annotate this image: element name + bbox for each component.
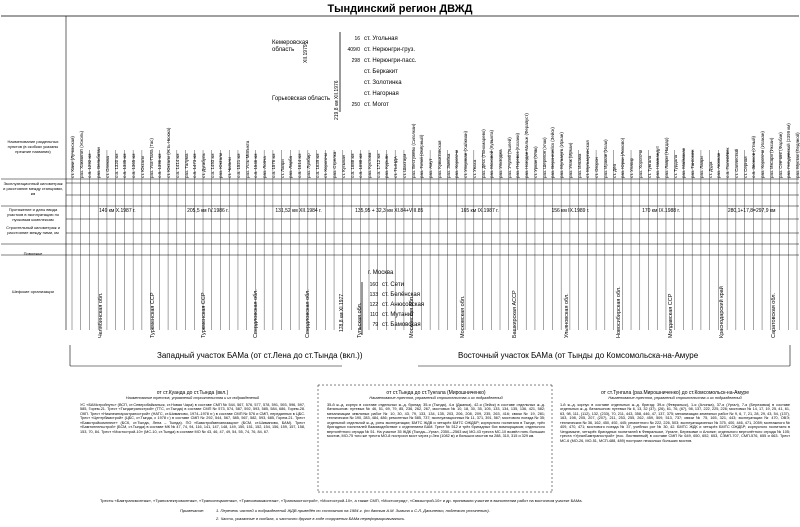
gorky-label: Горьковская область bbox=[272, 96, 331, 102]
station-label: ст. Хани (Лучинская) bbox=[70, 136, 75, 178]
moscow-km: 79 bbox=[372, 322, 378, 328]
station-label: раз. Талума bbox=[183, 153, 189, 178]
legend-construction: Строительный километраж и расстояние между ними, км bbox=[6, 225, 60, 235]
kemerovo-station bbox=[346, 78, 426, 89]
region-label: Тульская обл. bbox=[356, 302, 363, 338]
station-label: ст. Кутыкан bbox=[340, 155, 346, 178]
page-title: Тындинский регион ДВЖД bbox=[327, 3, 473, 15]
region-label: Московская обл. bbox=[408, 295, 415, 338]
station-label: ст. Олекма bbox=[104, 156, 110, 178]
station-label: раз. Хакмилит (Усколь) bbox=[78, 130, 84, 178]
station-label: раз. Сенчинг (Фарбан) bbox=[777, 132, 783, 178]
station-label: раз. Гелудевский (2399 км) bbox=[786, 123, 792, 178]
station-label: раз. Ногодан Мильж (Ферапуст) bbox=[524, 113, 530, 178]
legend-operational: Эксплуатационный километраж и расстояние между станциями, км bbox=[3, 181, 63, 196]
kemerovo-station-name: ст. Золотинка bbox=[364, 80, 402, 86]
moscow-km: 133 bbox=[369, 292, 378, 298]
station-label: ст. Дёп bbox=[611, 164, 617, 178]
legend-sponsors: Шефские организации bbox=[12, 289, 54, 294]
region-label: Челябинская обл. bbox=[97, 292, 104, 338]
legend-stations: Наименование раздельных пунктов (в скобках указаны прежние названия) bbox=[7, 139, 59, 154]
moscow-station-name: ст. Белёнская bbox=[382, 292, 420, 298]
region-label: Краснодарский край bbox=[719, 286, 726, 338]
column-east-head: от ст.Тунгала (раз.Мирошниченко) до ст.Комсомольск-на-Амуре bbox=[601, 390, 749, 396]
station-label: ст. Салялстый bbox=[733, 148, 739, 178]
station-label: раз. Юктали bbox=[218, 152, 224, 178]
station-label: раз. Усть-Миликта bbox=[244, 140, 250, 178]
kemerovo-km: 250 bbox=[351, 102, 360, 108]
length-label: 280,1+17,8=297,9 км bbox=[727, 208, 776, 214]
kemerovo-station-name: ст. Беркакит bbox=[364, 69, 398, 75]
station-label: о.п. 1335 км bbox=[122, 153, 128, 178]
kemerovo-station bbox=[346, 56, 426, 67]
station-label: раз. Ингама bbox=[576, 153, 582, 178]
column-east-sub: Наименование трестов, управлений строительства и их подразделений bbox=[608, 396, 742, 400]
station-label: раз. Учугей (Ушлей) bbox=[506, 137, 512, 178]
station-label: раз. Лумбир bbox=[305, 153, 311, 178]
station-label: раз. Намнандут bbox=[655, 146, 661, 178]
column-middle bbox=[327, 390, 545, 439]
column-west-body: УС «БАМстройпуть» (ВСП, ст.Северобайкальск, ст.Новая Чара) в составе СМП № 544, 567, 576, 577, 578, 591, 593, 596, 597, 585, Горем-21. Трест «Тындатрансстрой» (ТТС, ст.Тында) в составе СМП № 573, 574, 587, 592, 593, 585, 584, 686, Горем-28. ОКП. Трест «Нижнеангарсктрансстрой» (НАТС, ст.Шиманово, 1974–1978 гг.) в составе СМП № 576 и СМП, переданных в ЦБС. Трест «Центрбамстрой» (ЦБС, ст.Тында, с 1978 г.) в составе СМП № 292, 544, 567, 585, 567, 582, 593, 685, Горем-21. Трест «Бамстройкомплект» (БСК, ст.Тында, Лена – Тында). ПО «Бамстроймеханизация» (БСМ, ст.Шиманово, БАМ). Трест «Бамтоннельстрой» (БСМ, ст.Тында) в составе МК № 47, 74, 94, 116, 141, 147, 148, 149, 150, 151, 152, 154, 156, 159, 157, 158, 153, 70, 84. Трест «Мостострой-10» (МС-10, ст.Тында) в составе МО № 43, 46, 47, 49, 54, 55, 74, 76, 84, 67. bbox=[80, 402, 305, 434]
station-label: раз. Уха-Пала (Тас) bbox=[148, 138, 154, 178]
station-label: раз. Тотой (Озёрный) bbox=[419, 134, 425, 178]
station-label: ст. Унаха bbox=[471, 159, 477, 178]
column-east bbox=[560, 390, 790, 443]
station-label: раз. Хорогочи bbox=[637, 149, 643, 178]
station-label: ст. Лапри bbox=[279, 159, 285, 178]
moscow-station bbox=[366, 300, 446, 310]
station-label: раз. Ларба bbox=[288, 156, 294, 178]
region-label: Ульяновская обл. bbox=[563, 293, 570, 338]
station-label: ст. Дуда bbox=[707, 161, 713, 178]
region-label: Московская обл. bbox=[460, 295, 467, 338]
kemerovo-station bbox=[346, 45, 426, 56]
kemerovo-station-name: ст. Могот bbox=[364, 102, 389, 108]
station-label: раз. Хорогочи bbox=[454, 149, 460, 178]
moscow-label: г. Москва bbox=[368, 270, 394, 276]
station-label: раз. Перевоз (Кохани) bbox=[515, 132, 521, 178]
length-label: 149 км Х.1987 г. bbox=[99, 208, 136, 214]
station-label: ст. Тунгала bbox=[646, 155, 652, 178]
gorky-date: 219,8 км XII.1976 bbox=[334, 80, 340, 120]
column-west-sub: Наименование трестов, управлений строительства и их подразделений bbox=[125, 396, 260, 400]
length-label: 156 км IX.1989 г. bbox=[551, 208, 590, 214]
footer-note-2: 2. Части, указанные в скобках, и частично другие в ходе сооружения БАМа переформировывались. bbox=[216, 516, 406, 521]
moscow-date: 178,8 км XI.1977 bbox=[339, 293, 345, 332]
kemerovo-label: Кемеровская область bbox=[272, 40, 309, 53]
kemerovo-station bbox=[346, 89, 426, 100]
station-label: ст. Мульмугинская bbox=[585, 140, 591, 178]
station-label: о.п. 1712 км bbox=[375, 153, 381, 178]
station-label: ст. Шахтаум bbox=[401, 153, 407, 178]
station-label: раз. Шерегон (Улак) bbox=[541, 137, 547, 178]
station-label: о.п. 1414 км bbox=[174, 153, 180, 178]
station-label: о.п. 1396 км bbox=[157, 153, 163, 178]
moscow-km: 110 bbox=[370, 312, 378, 318]
moscow-station bbox=[366, 320, 446, 330]
length-label: 131,52 км XII.1984 г. bbox=[275, 208, 322, 214]
station-label: раз. Кустова bbox=[366, 152, 372, 178]
section-west: Западный участок БАМа (от ст.Лена до ст.Тында (вкл.)) bbox=[157, 351, 363, 360]
station-label: о.п. 1698 км bbox=[358, 153, 364, 178]
station-label: раз. Лапри (Нагдар) bbox=[663, 137, 669, 178]
station-label: раз. Тангомен bbox=[690, 149, 696, 178]
moscow-station-name: ст. Бамовская bbox=[382, 322, 421, 328]
region-label: Свердловская обл. bbox=[253, 289, 260, 338]
moscow-station-name: ст. Сети bbox=[382, 282, 404, 288]
moscow-km: 160 bbox=[369, 282, 378, 288]
station-label: раз. Верхнезейск (Зейск) bbox=[550, 127, 556, 178]
moscow-stations bbox=[366, 280, 446, 330]
station-label: о.п. 1473 км bbox=[192, 153, 198, 178]
region-label: Башкирская АССР bbox=[512, 290, 519, 338]
station-label: раз. Юрки (Ломово) bbox=[620, 137, 626, 178]
legend-regions: Поволжье bbox=[23, 251, 43, 256]
station-label: о.п. Звонков (Утный) bbox=[751, 135, 757, 178]
length-label: 165 км IX.1987 г. bbox=[460, 208, 499, 214]
column-middle-head: от ст.Тында до ст.Тунгала (Мирошниченко) bbox=[386, 390, 486, 396]
kemerovo-station-name: ст. Нагорная bbox=[364, 91, 399, 97]
station-label: ст. Юктали (Усть-Нюкжа) bbox=[166, 127, 172, 178]
station-label: раз. Дёсс (Пономарево) bbox=[480, 129, 486, 178]
region-label: Молдавская ССР bbox=[667, 293, 674, 338]
station-label: раз. Мустах (Ледяной) bbox=[795, 132, 800, 178]
station-label: ст. Хорогочи bbox=[323, 153, 329, 178]
station-label: ст. ТЫНДА bbox=[393, 156, 399, 178]
station-label: раз. Лопча bbox=[262, 156, 268, 178]
region-label: Свердловская обл. bbox=[305, 289, 312, 338]
station-label: раз. Иксари (Иксан) bbox=[768, 137, 774, 178]
region-label: Туркменская ССР bbox=[201, 292, 208, 338]
station-label: раз. Вельбатан bbox=[96, 147, 102, 178]
length-label: 135,95 + 32,3 км XI.84+VIII.85 bbox=[355, 208, 424, 214]
station-label: раз. Змейка bbox=[445, 153, 451, 178]
station-label: о.п. Полепёвек bbox=[725, 147, 731, 178]
column-middle-body: 35-й ж.-д. корпус в составе отдельных ж.-д. бригад: 35-я (Тында), 4-я (Джанка), 42-я (Зейск) в составе отдельных ж.-д. батальонов: путевых № 46, 51, 69, 79, 85, 236, 262, 267, мостовых № 10, 18, 30, 35, 105, 133, 134, 135, 136, 421, 582; механизации земляных работ № 10, 30, 43, 79, 133, 134, 135, 203, 206, 208, 209, 235, 263, 416; связи № 19, 281; технических № 190, 283, 484, 486; ремонтных № 585, 737; эксплуатационных № 11, 371, 391, 567; мостового поезда № 35; отдельной отдельной ж.-д. роты эксплуатации; БМТС ЖДВ и четырёх БМТС ОЖДБР; корпусного госпиталя в Тынде, трёх бригадных госпиталей Взаимодействие с отделением БАМ. Трест № 512 и трёх бригадных бох вомпорщиков; отдельного вертолётного отряда № 51. На участке 35 ЖДК (Тында—Ургал, 2350—2563 км) МО-43 треста МС-10 возвёл пять больших мостов, МО-75 того же треста МО-8 построил мост через р.Зея (1082 м) и больших мостов на 288, 310, 315 и 329 км. bbox=[327, 402, 545, 439]
station-label: о.п. 1639 км bbox=[314, 153, 320, 178]
length-label: 170 км IX.1988 г. bbox=[642, 208, 681, 214]
moscow-station bbox=[366, 310, 446, 320]
kemerovo-date: XII.1979 bbox=[303, 44, 309, 63]
station-label: о.п. 1521 км bbox=[235, 153, 241, 178]
station-label: о.п. 1292 км bbox=[87, 153, 93, 178]
station-label: о.п. 1614 км bbox=[297, 153, 303, 178]
station-label: о.п. 1546 км bbox=[253, 153, 259, 178]
section-east: Восточный участок БАМа (от Тынды до Комсомольска-на-Амуре bbox=[458, 351, 699, 360]
footer-line: Тресты «Бамтрансмонтаж», «Трансэлектромонтаж», «Трансспецмонтаж», «Транссвязьмонтаж», «Трансмостострой», «Мостострой-10», а также СМП, «Мостоотряд», «Связьстрой-10» и др. принимали участие в выполнении работ на восточном участке БАМа. bbox=[100, 498, 583, 503]
station-label: раз. Стрелка bbox=[332, 151, 338, 178]
moscow-station bbox=[366, 280, 446, 290]
station-label: о.п. 1320 км bbox=[113, 153, 119, 178]
footer-note-1: 1. Перечень частей и подразделений ЖДВ приведён по состоянию на 1984 г. (по данным А.М. Зимина и С.Л. Даниленко, подлежит уточнению). bbox=[216, 508, 490, 513]
moscow-station bbox=[366, 290, 446, 300]
station-label: ст. Серная bbox=[742, 156, 748, 178]
station-label: о.п. 1688 км bbox=[349, 153, 355, 178]
kemerovo-stations bbox=[346, 34, 426, 111]
station-label: раз. Курьян bbox=[384, 154, 390, 178]
kemerovo-station-name: ст. Нерюнгри-пасс. bbox=[364, 58, 417, 64]
kemerovo-station bbox=[346, 67, 426, 78]
kemerovo-km: 409/0 bbox=[347, 47, 360, 53]
station-label: раз. Иракан (Ихаи) bbox=[602, 139, 608, 178]
station-label: раз. Аюмкан bbox=[716, 152, 722, 178]
kemerovo-km: 16 bbox=[354, 36, 360, 42]
region-label: Новосибирская обл. bbox=[615, 286, 622, 338]
footer-note-label: Примечание: bbox=[180, 508, 205, 513]
station-label: ст. Юктали bbox=[139, 156, 145, 178]
station-label: раз. Амут bbox=[428, 158, 434, 178]
moscow-station-name: ст. Анюсовская bbox=[382, 302, 425, 308]
station-label: о.п. 1576 км bbox=[270, 153, 276, 178]
kemerovo-station-name: ст. Нерюнгри-груз. bbox=[364, 47, 415, 53]
station-label: раз. Бестужево (Сиголкан) bbox=[410, 123, 416, 178]
station-label: раз. Маймакан bbox=[681, 147, 687, 178]
length-label: 205,5 км IV.1986 г. bbox=[187, 208, 229, 214]
region-label: Саратовская обл. bbox=[771, 292, 778, 338]
column-east-body: 1-й ж.-д. корпус в составе отдельных ж.-д. бригад: 39-я (Февральск), 1-я (Алонка), 37-я (Ургал), 7-я (Березовка) в составе отдельных ж.-д. батальонов: путевых № 6, 13, 32 (37), (26), 61, 76, (67), 98, 137, 222, 225, 226; мостовых № 14, 17, 19, 25, 41, 61, 63, 98, 111, (112), 132, (233), 70, 211, 443, 358, 446, 47, 137, 375; механизации земляных работ № 9, 6, 7, 21, 28, 29, 43, 54, (137), 163, 198, 205, 207, (207), 211, 253, 255, 262, 459, 509, 513, 737; связи № 75, 165, 321, 443; эксплуатации № 470, ОВЭ; технических № 36, 162, 450, 492, 445; ремонтного № 222, 226, 503; эксплуатационных № 375, 400, 446, 471, 2059; монтажного № 409, 470, 471; мостового поезда № 37, учебных рот № 30, 42. БМТС ЖДК и четырёх БМТС ОЖДБР; корпусного госпиталя в Чегдомыне, четырёх бригадных госпиталей в Февральске, Ургале, Березовке и Алонке; отдельного вертолётного отряда № 105; треста «УргалБамтрансстрой» (пос. Листвянный) в составе СМП № 649, 650, 652, 653, СЭМП-707, СМП-576, 655 и 663. Трест МС-6 (МО-26, МО-51, МСП-488, 489) построил несколько больших мостов. bbox=[560, 402, 790, 443]
station-label: раз. Моховой (Кувыкта) bbox=[489, 130, 495, 178]
station-label: ст. Улягир bbox=[629, 157, 635, 178]
station-label: о.п. 1493 км bbox=[209, 153, 215, 178]
column-middle-sub: Наименование трестов, управлений строительства и их подразделений bbox=[369, 396, 503, 400]
station-label: ст. Чильчи bbox=[227, 157, 233, 178]
moscow-station-name: ст. Мутанит bbox=[382, 312, 414, 318]
legend-lengths: Протяжение и даты ввода участков в эксплуатацию по пусковым комплексам bbox=[6, 207, 60, 222]
kemerovo-station bbox=[346, 34, 426, 45]
moscow-km: 122 bbox=[369, 302, 378, 308]
station-label: ст. Турдала bbox=[672, 154, 678, 178]
column-west bbox=[80, 390, 305, 434]
kemerovo-station bbox=[346, 100, 426, 111]
station-label: ст. Огорон bbox=[594, 157, 600, 178]
station-label: раз. Хорогочи (Ихакан) bbox=[760, 131, 766, 178]
station-label: ст. Дугабуль bbox=[201, 153, 207, 178]
station-label: раз. Ультоджа bbox=[498, 149, 503, 178]
kemerovo-km: 298 bbox=[351, 58, 360, 64]
station-label: раз. Лапри bbox=[698, 156, 704, 178]
station-label: ст. Улкумкан (Хайкман) bbox=[463, 130, 469, 178]
kemerovo-station-name: ст. Угольная bbox=[364, 36, 398, 42]
station-label: раз. Улак (Иркан) bbox=[567, 142, 573, 178]
column-west-head: от ст.Куанда до ст.Тында (вкл.) bbox=[156, 390, 229, 396]
region-label: Туркменская ССР bbox=[149, 292, 156, 338]
station-label: ст. Уркан (Улак) bbox=[532, 146, 538, 178]
station-label: раз. Мульмуга (Иркан) bbox=[559, 132, 565, 178]
station-label: раз. Кувыктинская bbox=[436, 140, 442, 178]
station-label: о.п. 1365 км bbox=[131, 153, 137, 178]
